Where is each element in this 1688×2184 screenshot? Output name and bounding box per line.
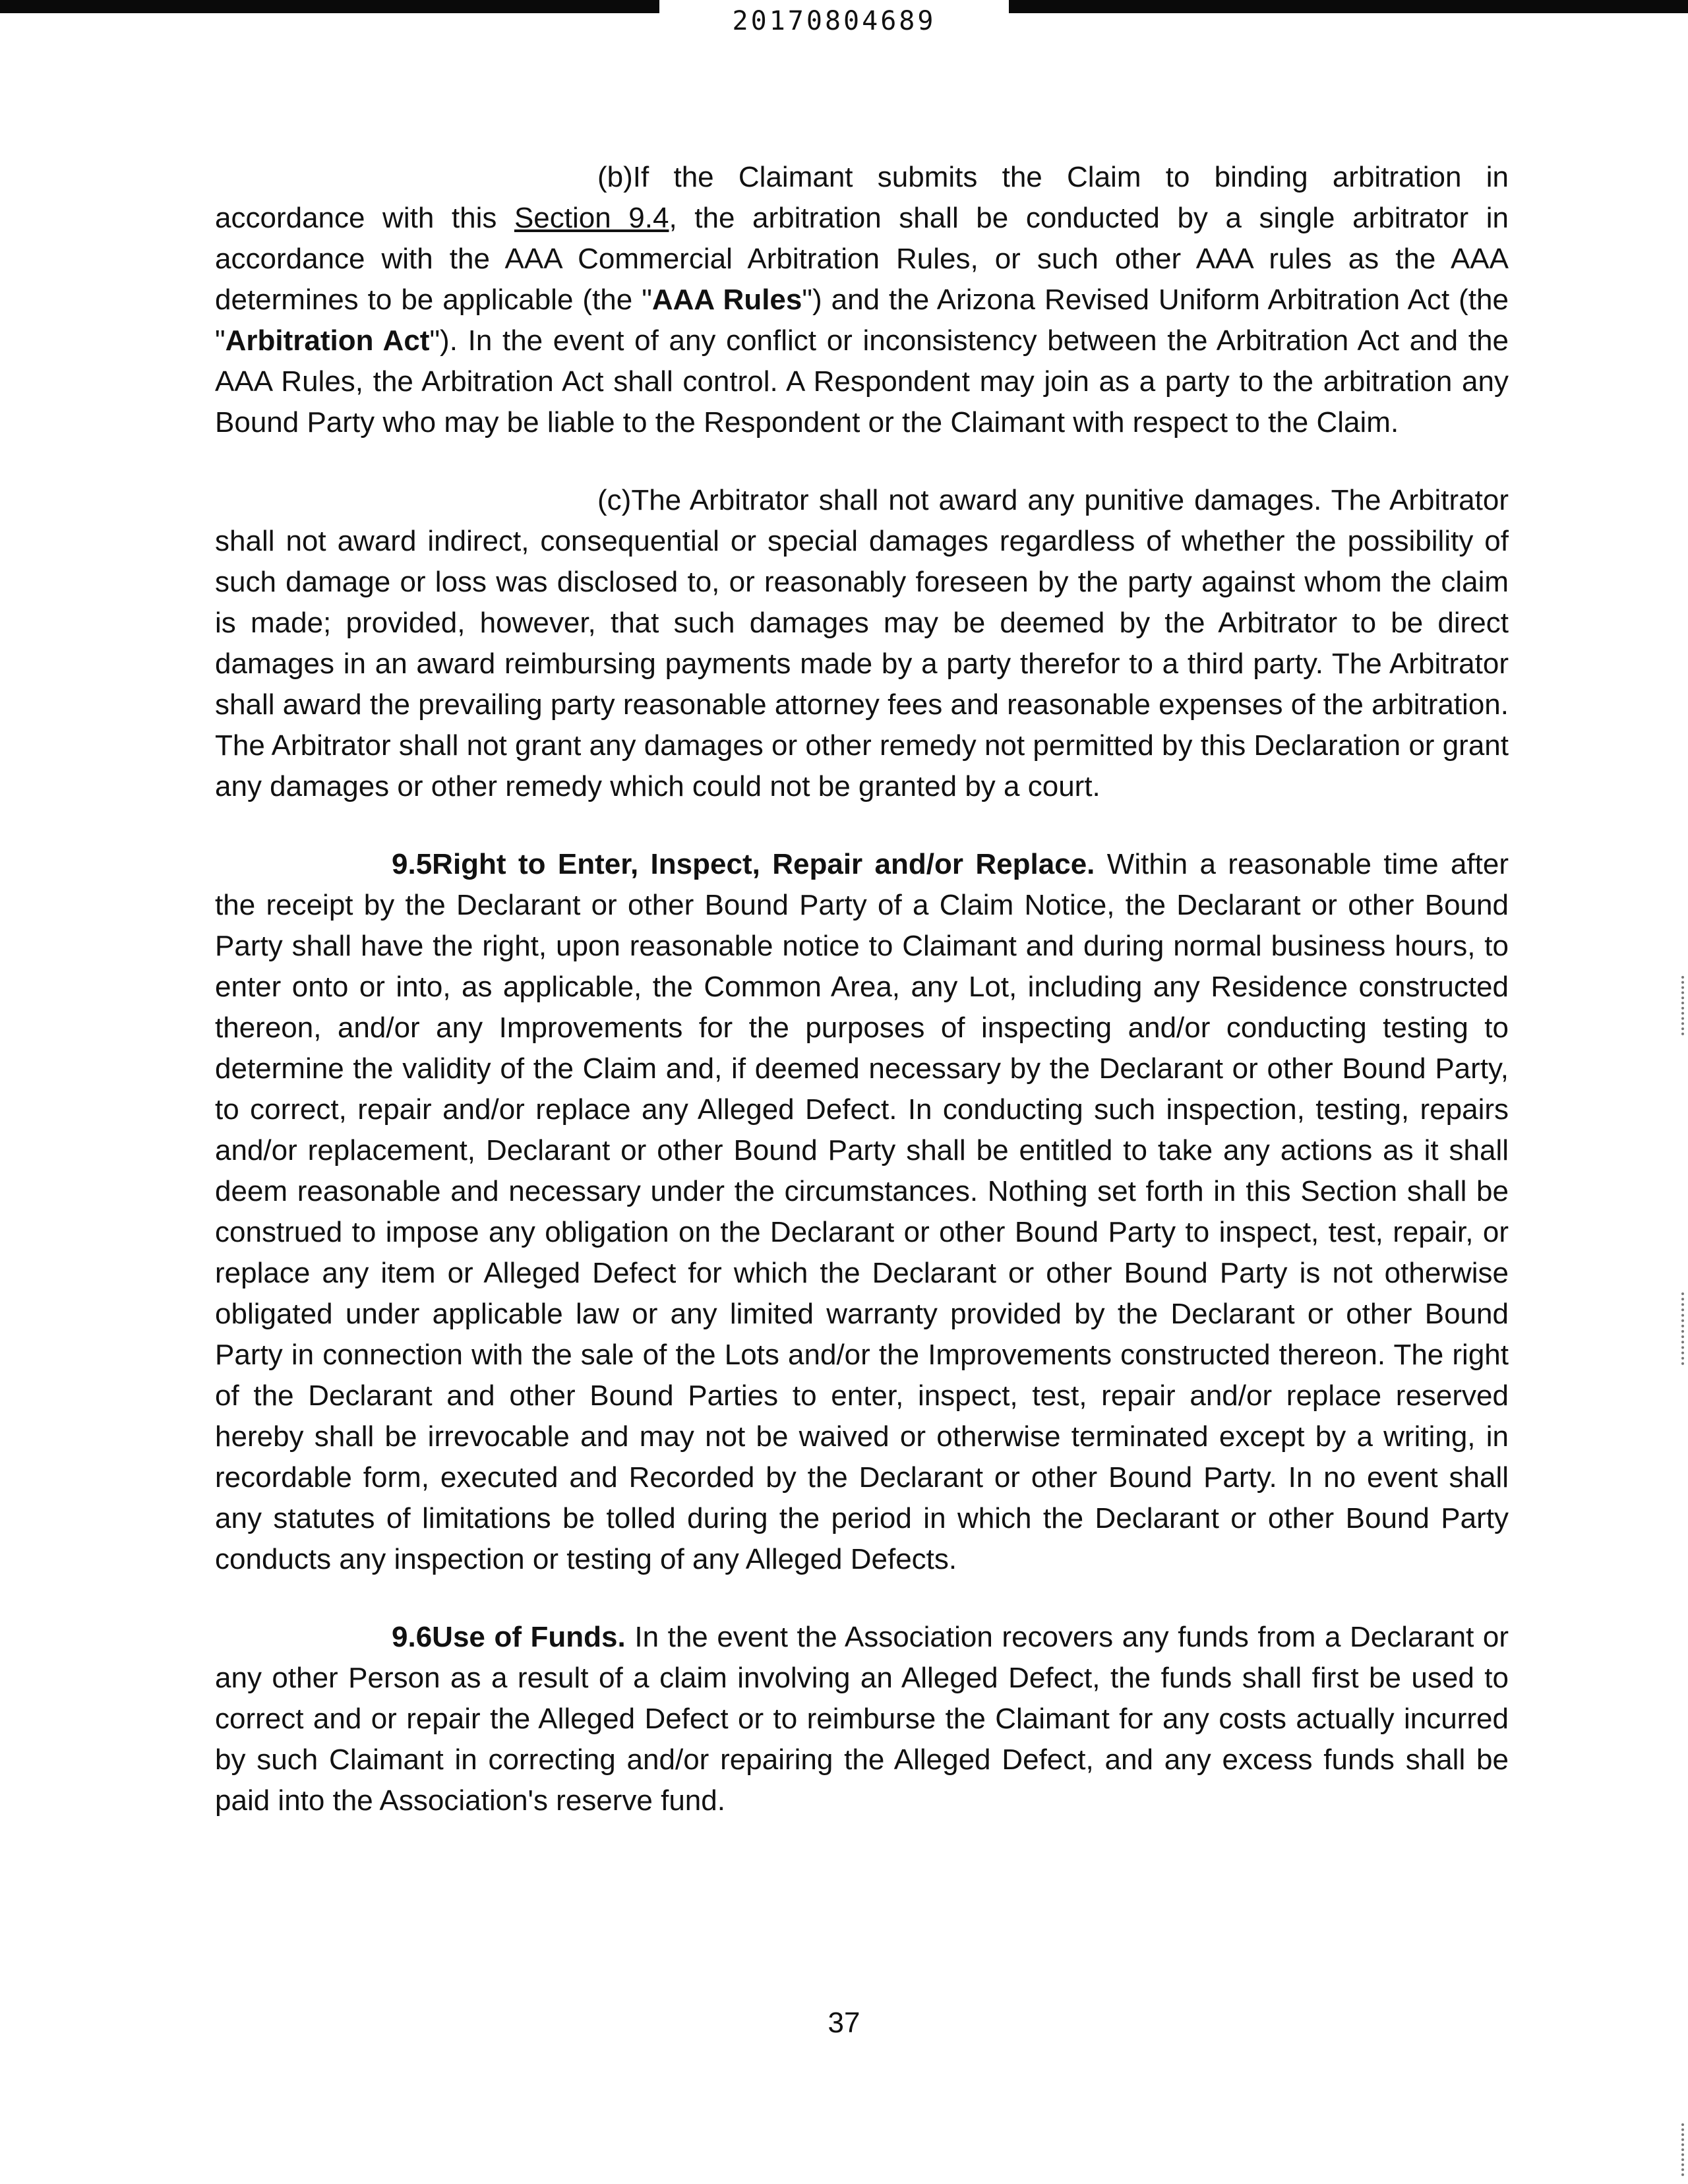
- defined-term-aaa-rules: AAA Rules: [651, 284, 802, 316]
- paragraph-b: [215, 157, 1509, 443]
- paragraph-c-label: (c): [597, 484, 632, 516]
- paragraph-c: [215, 480, 1509, 807]
- section-9-6-number: 9.6: [392, 1621, 433, 1653]
- paragraph-c-text: The Arbitrator shall not award any punitive damages. The Arbitrator shall not award indirect, consequential or special damages regardless of whether the possibility of such damage or loss was disclosed to, or reasonably foreseen by the party against whom the claim is made; provided, however, that such damages may be deemed by the Arbitrator to be direct damages in an award reimbursing payments made by a party therefor to a third party. The Arbitrator shall award the prevailing party reasonable attorney fees and reasonable expenses of the arbitration. The Arbitrator shall not grant any damages or other remedy not permitted by this Declaration or grant any damages or other remedy which could not be granted by a court.: [215, 484, 1509, 803]
- page-number: 37: [828, 2007, 860, 2039]
- scan-edge-marks: [1681, 976, 1687, 1035]
- page-body: [215, 157, 1509, 1858]
- section-9-5-title: Right to Enter, Inspect, Repair and/or Replace.: [432, 848, 1095, 880]
- section-reference: Section 9.4: [514, 202, 669, 234]
- paragraph-b-text: ") and the Arizona Revised Uniform Arbitration Act (the ": [215, 284, 1509, 357]
- scan-border-right: [1009, 0, 1688, 13]
- paragraph-b-label: (b): [597, 161, 633, 193]
- section-9-6-text: In the event the Association recovers any funds from a Declarant or any other Person as a result of a claim involving an Alleged Defect, the funds shall first be used to correct and or repair the Alleged Defect or to reimburse the Claimant for any costs actually incurred by such Claimant in correcting and/or repairing the Alleged Defect, and any excess funds shall be paid into the Association's reserve fund.: [215, 1621, 1509, 1817]
- defined-term-arbitration-act: Arbitration Act: [225, 324, 430, 357]
- paragraph-b-text: , the arbitration shall be conducted by a single arbitrator in accordance with the AAA Commercial Arbitration Rules, or such other AAA rules as the AAA determines to be applicable (the ": [215, 202, 1509, 316]
- scan-edge-marks: [1681, 1292, 1687, 1365]
- paragraph-b-text: If the Claimant submits the Claim to binding arbitration in accordance with this: [215, 161, 1509, 234]
- section-9-5-number: 9.5: [392, 848, 433, 880]
- scan-edge-marks: [1681, 2123, 1687, 2176]
- document-number: 20170804689: [732, 6, 936, 36]
- section-9-6-title: Use of Funds.: [432, 1621, 626, 1653]
- section-9-5: [215, 844, 1509, 1580]
- scan-border-left: [0, 0, 659, 13]
- section-9-6: [215, 1617, 1509, 1821]
- paragraph-b-text: "). In the event of any conflict or inconsistency between the Arbitration Act and the AAA Rules, the Arbitration Act shall control. A Respondent may join as a party to the arbitration any Bound Party who may be liable to the Respondent or the Claimant with respect to the Claim.: [215, 324, 1509, 439]
- section-9-5-text: Within a reasonable time after the receipt by the Declarant or other Bound Party of a Claim Notice, the Declarant or other Bound Party shall have the right, upon reasonable notice to Claimant and during normal business hours, to enter onto or into, as applicable, the Common Area, any Lot, including any Residence constructed thereon, and/or any Improvements for the purposes of inspecting and/or conducting testing to determine the validity of the Claim and, if deemed necessary by the Declarant or other Bound Party, to correct, repair and/or replace any Alleged Defect. In conducting such inspection, testing, repairs and/or replacement, Declarant or other Bound Party shall be entitled to take any actions as it shall deem reasonable and necessary under the circumstances. Nothing set forth in this Section shall be construed to impose any obligation on the Declarant or other Bound Party to inspect, test, repair, or replace any item or Alleged Defect for which the Declarant or other Bound Party is not otherwise obligated under applicable law or any limited warranty provided by the Declarant or other Bound Party in connection with the sale of the Lots and/or the Improvements constructed thereon. The right of the Declarant and other Bound Parties to enter, inspect, test, repair and/or replace reserved hereby shall be irrevocable and may not be waived or otherwise terminated except by a writing, in recordable form, executed and Recorded by the Declarant or other Bound Party. In no event shall any statutes of limitations be tolled during the period in which the Declarant or other Bound Party conducts any inspection or testing of any Alleged Defects.: [215, 848, 1509, 1575]
